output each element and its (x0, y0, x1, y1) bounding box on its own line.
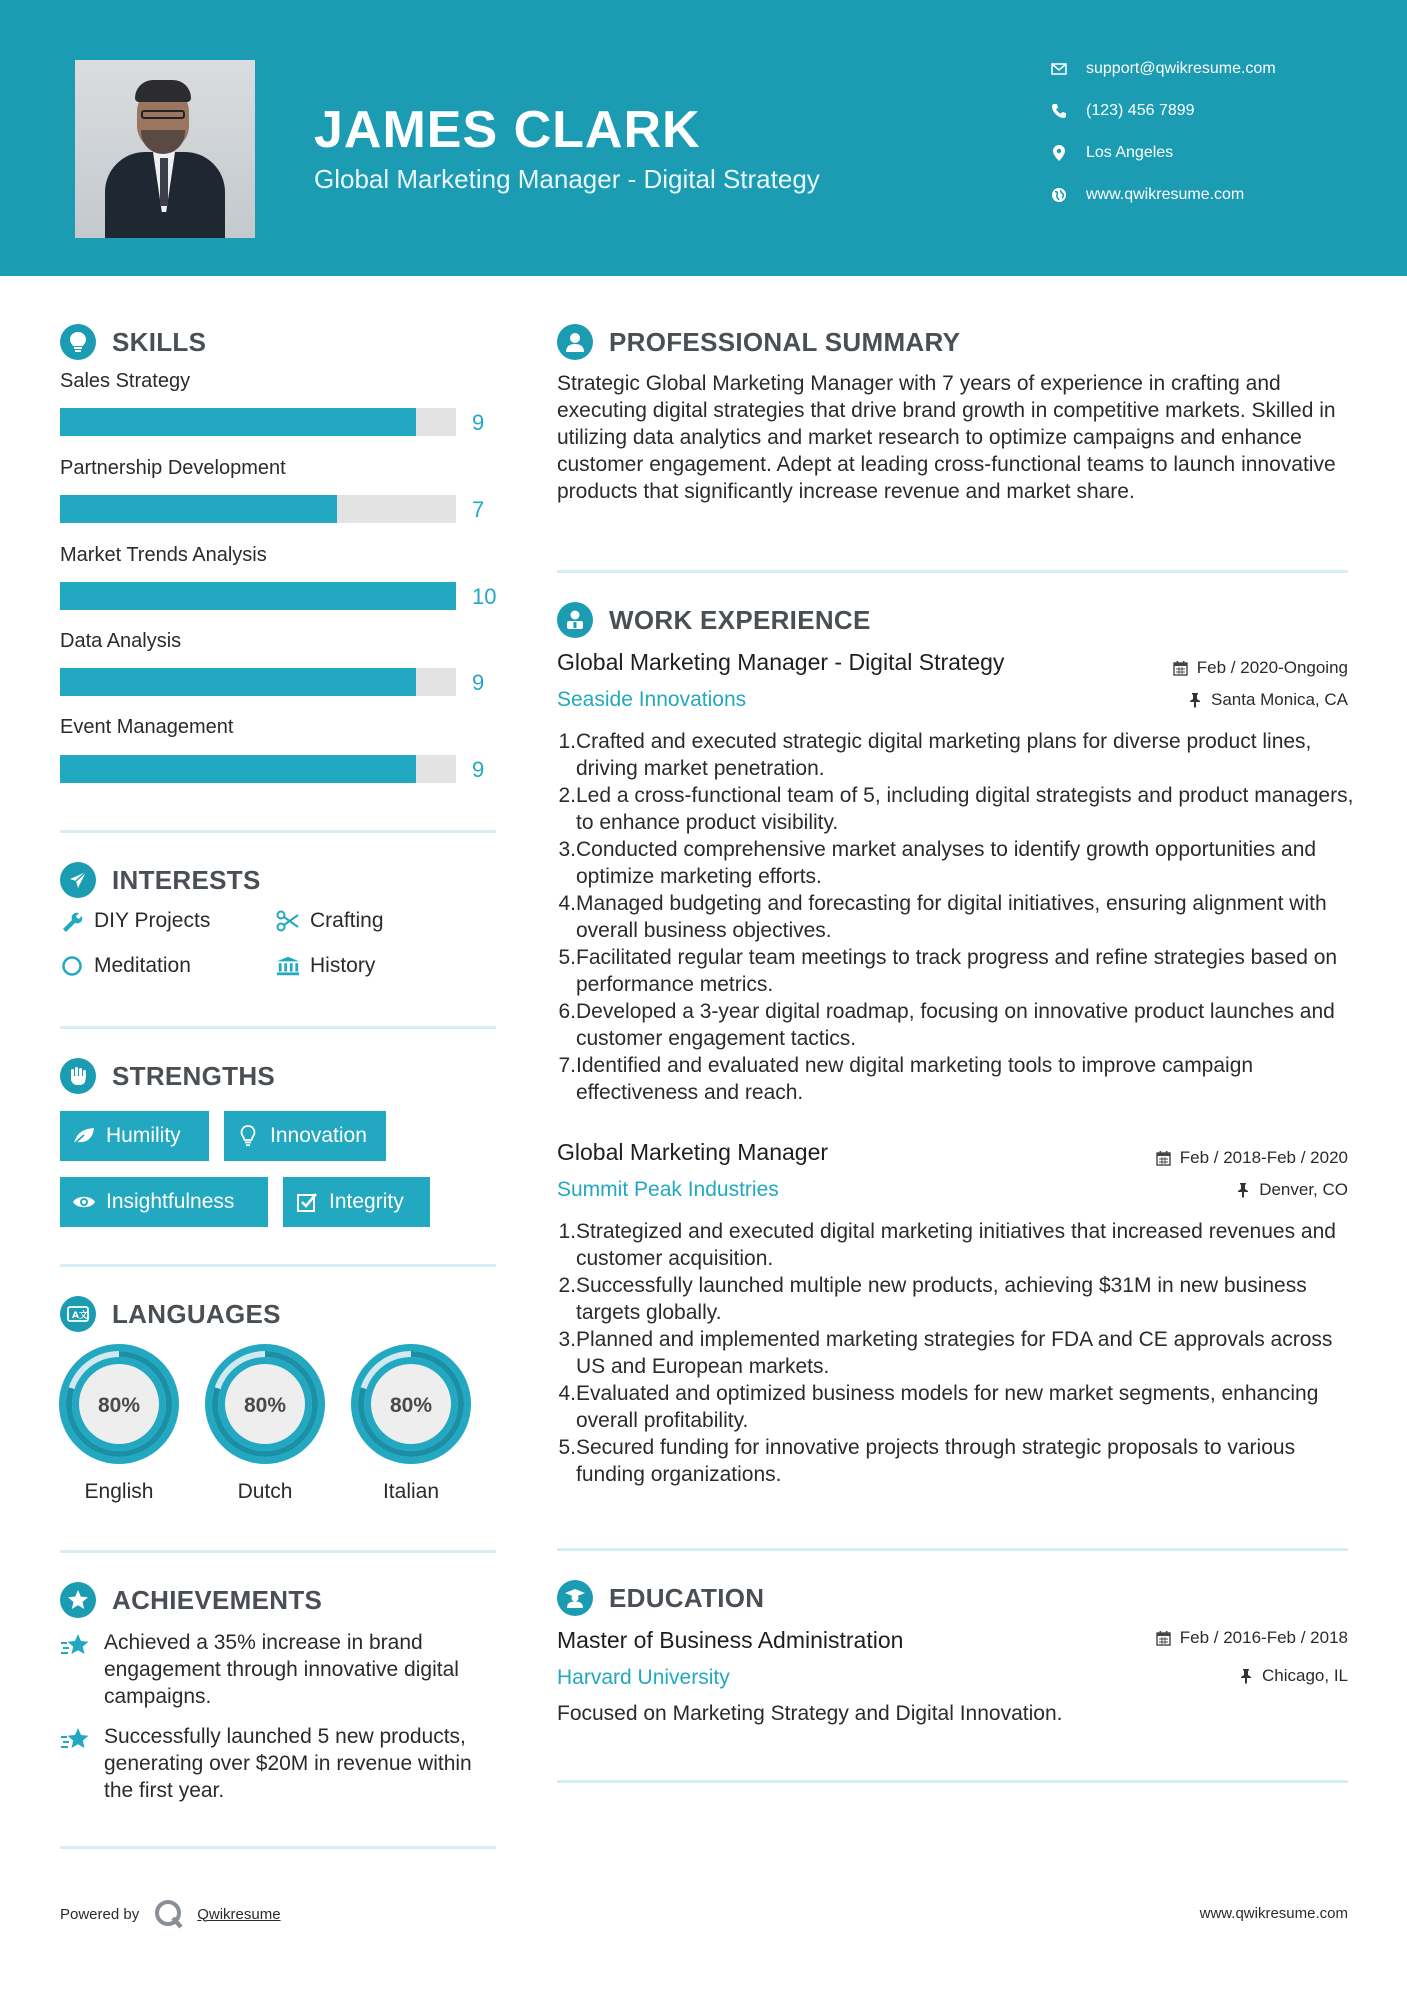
bullet-item: 4. Managed budgeting and forecasting for digital initiatives, ensuring alignment with overall business objectives. (558, 892, 1327, 942)
star-icon (60, 1631, 90, 1661)
map-marker-icon (1050, 144, 1068, 162)
degree-title: Master of Business Administration (557, 1627, 904, 1653)
job-bullets (557, 728, 1357, 1106)
bullet-item: 2. Successfully launched multiple new products, achieving $31M in new business targets globally. (558, 1274, 1307, 1324)
achievement-item: Successfully launched 5 new products, generating over $20M in revenue within the first year. (60, 1723, 490, 1804)
language-percent: 80% (97, 1394, 141, 1417)
pin-icon (1238, 1668, 1254, 1684)
pin-icon (1235, 1182, 1251, 1198)
leaf-icon (72, 1124, 96, 1148)
language-name: Dutch (237, 1480, 293, 1503)
interest-item: Crafting (276, 909, 384, 933)
check-square-icon (295, 1190, 319, 1214)
skill-name: Event Management (60, 716, 234, 738)
skill-bar (60, 408, 456, 436)
job-dates: Feb / 2020-Ongoing (1173, 658, 1348, 678)
section-divider (60, 1846, 496, 1849)
section-divider (557, 1548, 1348, 1551)
skills-heading: SKILLS (60, 324, 206, 360)
bullet-item: 3. Planned and implemented marketing strategies for FDA and CE approvals across US and European markets. (558, 1328, 1333, 1378)
strength-tag: Integrity (283, 1177, 430, 1227)
experience-heading: WORK EXPERIENCE (557, 602, 871, 638)
bullet-item: 1. Strategized and executed digital marketing initiatives that increased revenues and customer acquisition. (558, 1220, 1336, 1270)
school-name: Harvard University (557, 1666, 730, 1689)
skill-name: Partnership Development (60, 457, 286, 479)
envelope-icon (1050, 60, 1068, 78)
contact-website[interactable]: www.qwikresume.com (1050, 184, 1370, 206)
education-description: Focused on Marketing Strategy and Digital Innovation. (557, 1702, 1063, 1725)
language-icon (60, 1296, 96, 1332)
globe-icon (1050, 186, 1068, 204)
achievements-heading: ACHIEVEMENTS (60, 1582, 322, 1618)
star-icon (60, 1725, 90, 1755)
scissors-icon (276, 909, 300, 933)
job-location: Denver, CO (1235, 1180, 1348, 1200)
graduate-icon (557, 1580, 593, 1616)
svg-text:文: 文 (79, 1311, 89, 1321)
skill-name: Sales Strategy (60, 370, 191, 392)
briefcase-user-icon (557, 602, 593, 638)
eye-icon (72, 1190, 96, 1214)
company-name: Seaside Innovations (557, 688, 747, 711)
bullet-item: 4. Evaluated and optimized business models for new market segments, enhancing overall profitability. (558, 1382, 1319, 1432)
section-divider (557, 1780, 1348, 1783)
user-icon (557, 324, 593, 360)
job-title: Global Marketing Manager (557, 1139, 829, 1165)
pin-icon (1187, 692, 1203, 708)
achievement-item: Achieved a 35% increase in brand engagement through innovative digital campaigns. (60, 1629, 490, 1710)
skill-bar-fill (60, 668, 416, 696)
section-divider (60, 830, 496, 833)
language-percent: 80% (389, 1394, 433, 1417)
bullet-item: 3. Conducted comprehensive market analyses to identify growth opportunities and optimize marketing efforts. (558, 838, 1317, 888)
interest-item: History (276, 954, 375, 978)
circle-icon (60, 954, 84, 978)
contact-email[interactable]: support@qwikresume.com (1050, 58, 1370, 80)
calendar-icon (1156, 1150, 1172, 1166)
museum-icon (276, 954, 300, 978)
star-badge-icon (60, 1582, 96, 1618)
skill-value: 9 (472, 757, 485, 782)
contact-location: Los Angeles (1050, 142, 1370, 164)
strengths-heading: STRENGTHS (60, 1058, 275, 1094)
job-bullets (557, 1218, 1357, 1488)
interests-heading: INTERESTS (60, 862, 261, 898)
job-dates: Feb / 2018-Feb / 2020 (1156, 1148, 1348, 1168)
calendar-icon (1156, 1630, 1172, 1646)
bullet-item: 6. Developed a 3-year digital roadmap, focusing on innovative product launches and customer engagement tactics. (558, 1000, 1335, 1050)
language-rings (57, 1342, 487, 1468)
skill-value: 9 (472, 410, 485, 435)
language-name: English (84, 1480, 154, 1503)
qwikresume-logo-icon (153, 1898, 185, 1930)
skill-bar (60, 582, 456, 610)
phone-icon (1050, 102, 1068, 120)
skill-value: 10 (472, 584, 497, 609)
section-divider (60, 1550, 496, 1553)
wrench-icon (60, 909, 84, 933)
section-divider (60, 1026, 496, 1029)
footer-powered-by: Powered by Qwikresume (60, 1898, 281, 1930)
interest-item: Meditation (60, 954, 191, 978)
skill-bar-fill (60, 755, 416, 783)
bullet-item: 5. Facilitated regular team meetings to track progress and refine strategies based on performance metrics. (558, 946, 1338, 996)
bullet-item: 5. Secured funding for innovative projects through strategic proposals to various funding organizations. (558, 1436, 1296, 1486)
education-heading: EDUCATION (557, 1580, 764, 1616)
section-divider (557, 570, 1348, 573)
strength-tag: Humility (60, 1111, 209, 1161)
bullet-item: 1. Crafted and executed strategic digital marketing plans for diverse product lines, driving market penetration. (558, 730, 1312, 780)
language-percent: 80% (243, 1394, 287, 1417)
education-location: Chicago, IL (1238, 1666, 1348, 1686)
lightbulb-icon (236, 1124, 260, 1148)
bullet-item: 7. Identified and evaluated new digital marketing tools to improve campaign effectiveness and reach. (558, 1054, 1254, 1104)
language-ring (351, 1344, 471, 1464)
summary-heading: PROFESSIONAL SUMMARY (557, 324, 960, 360)
languages-heading: A 文 LANGUAGES (60, 1296, 281, 1332)
strength-tag: Insightfulness (60, 1177, 268, 1227)
calendar-icon (1173, 660, 1189, 676)
strength-tag: Innovation (224, 1111, 386, 1161)
candidate-name: JAMES CLARK (314, 101, 701, 159)
paper-plane-icon (60, 862, 96, 898)
skill-name: Data Analysis (60, 630, 182, 652)
section-divider (60, 1264, 496, 1267)
skill-name: Market Trends Analysis (60, 544, 267, 566)
contact-phone[interactable]: (123) 456 7899 (1050, 100, 1370, 122)
resume-header (0, 0, 1407, 276)
interest-item: DIY Projects (60, 909, 210, 933)
profile-photo (75, 60, 255, 238)
language-ring (205, 1344, 325, 1464)
skill-bar (60, 668, 456, 696)
candidate-role: Global Marketing Manager - Digital Strategy (314, 164, 820, 194)
language-name: Italian (382, 1480, 440, 1503)
job-title: Global Marketing Manager - Digital Strategy (557, 649, 1005, 675)
company-name: Summit Peak Industries (557, 1178, 779, 1201)
footer-url[interactable]: www.qwikresume.com (1199, 1905, 1348, 1922)
summary-text: Strategic Global Marketing Manager with 7 years of experience in crafting and executing digital strategies that drive brand growth in competitive markets. Skilled in utilizing data analytics and market research to optimize campaigns and enhance customer engagement. Adept at leading cross-functional teams to launch innovative products that significantly increase revenue and market share. (557, 372, 1336, 503)
job-location: Santa Monica, CA (1187, 690, 1348, 710)
skill-bar-fill (60, 408, 416, 436)
skill-bar-fill (60, 582, 456, 610)
skill-value: 9 (472, 670, 485, 695)
education-dates: Feb / 2016-Feb / 2018 (1156, 1628, 1348, 1648)
skill-bar (60, 755, 456, 783)
svg-text:A: A (72, 1311, 80, 1321)
language-ring (59, 1344, 179, 1464)
fist-icon (60, 1058, 96, 1094)
lightbulb-icon (60, 324, 96, 360)
skill-bar-fill (60, 495, 337, 523)
bullet-item: 2. Led a cross-functional team of 5, including digital strategists and product managers, to enhance product visibility. (558, 784, 1354, 834)
qwikresume-link[interactable]: Qwikresume (197, 1905, 281, 1923)
skill-bar (60, 495, 456, 523)
skill-value: 7 (472, 497, 485, 522)
